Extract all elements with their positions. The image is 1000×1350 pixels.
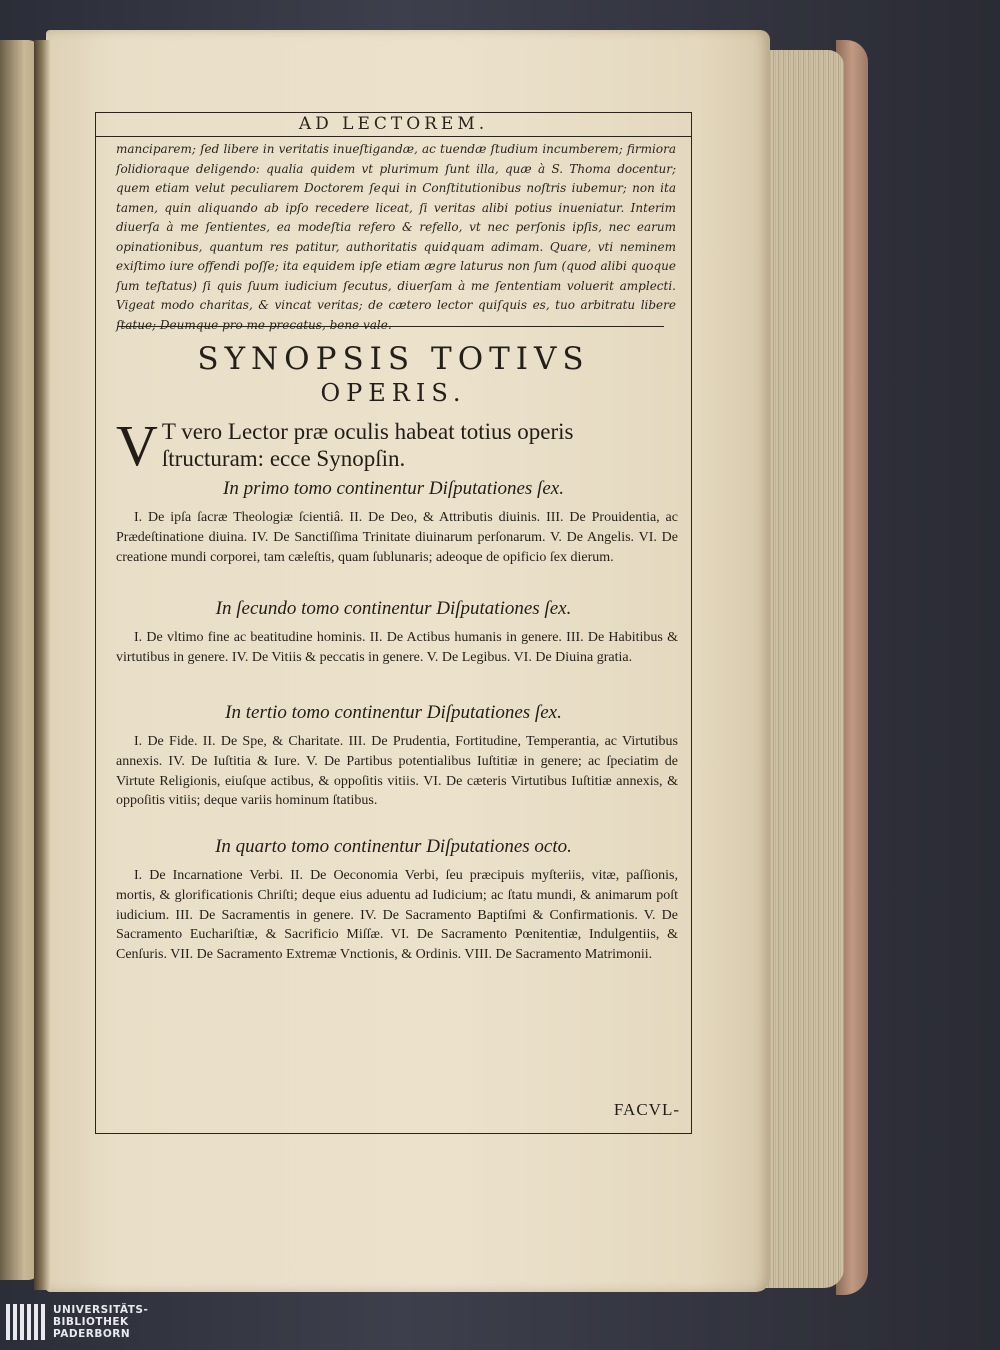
section-heading-3: In tertio tomo continentur Diſputationes ſex.: [225, 702, 562, 723]
title-line-2: OPERIS.: [320, 379, 467, 407]
running-head: AD LECTOREM.: [298, 114, 489, 134]
intro-paragraph: [116, 413, 680, 478]
section-body-4: I. De Incarnatione Verbi. II. De Oeconomia Verbi, ſeu præcipuis myſteriis, vitæ, paſſionis, mortis, & glorificationis Chriſti; deque eius aduentu ad Iudicium; ac ſtatu mundi, & animarum poſt iudicium. III. De Sacramentis in genere. IV. De Sacramento Baptiſmi & Confirmationis. V. De Sacramento Euchariſtiæ, & Sacrificio Miſſæ. VI. De Sacramento Pœnitentiæ, Indulgentiis, & Cenſuris. VII. De Sacramento Extremæ Vnctionis, & Ordinis. VIII. De Sacramento Matrimonii.: [116, 868, 678, 963]
drop-cap: V: [116, 413, 158, 478]
catchword: FACVL-: [613, 1100, 680, 1119]
section-heading-1: In primo tomo continentur Diſputationes ſex.: [223, 478, 564, 499]
logo-line-2: BIBLIOTHEK: [53, 1316, 129, 1328]
logo-line-1: UNIVERSITÄTS-: [53, 1304, 149, 1316]
book-gutter: [34, 40, 50, 1290]
section-heading-2: In ſecundo tomo continentur Diſputationes ſex.: [215, 598, 572, 619]
page-title: [95, 340, 692, 408]
title-line-1: SYNOPSIS TOTIVS: [197, 341, 590, 377]
page-fore-edge: [764, 50, 844, 1288]
section-body-3: I. De Fide. II. De Spe, & Charitate. III. De Prudentia, Fortitudine, Temperantia, ac Virtutibus annexis. IV. De Iuſtitia & Iure. V. De Partibus potentialibus Iuſtitiæ in genere; ac ſpeciatim de Virtute Religionis, eiuſque actibus, & oppoſitis vitiis. VI. De cæteris Virtutibus Iuſtitiæ annexis, & oppoſitis vitiis; deque variis hominum ſtatibus.: [116, 734, 678, 809]
library-logo: [6, 1302, 148, 1342]
logo-bars-icon: [6, 1304, 45, 1340]
logo-line-3: PADERBORN: [53, 1328, 131, 1340]
section-rule: [118, 326, 664, 327]
preface-text: manciparem; ſed libere in veritatis inueſtigandæ, ac tuendæ ſtudium incumberem; firmiora ſolidioraque deligendo: qualia quidem vt plurimum ſunt illa, quæ à S. Thoma docentur; quem etiam velut peculiarem Doctorem ſequi in Conſtitutionibus noſtris iubemur; non ita tamen, quin aliquando ab ipſo recedere liceat, ſi veritas alibi potius inueniatur. Interim diuerſa à me ſentientes, ea modeſtia refero & refello, vt nec perſonis ipſis, nec earum opinationibus, quantum res patitur, authoritatis quidquam adimam. Quare, vti neminem exiſtimo iure offendi poſſe; ita equidem ipſe etiam ægre laturus non ſum (quod alibi quoque ſum teſtatus) ſi quis ſuum iudicium ſecutus, diuerſam à me ſententiam voluerit amplecti. Vigeat modo charitas, & vincat veritas; de cætero lector quiſquis es, tuo arbitratu libere ſtatue; Deumque pro me precatus, bene vale.: [116, 142, 676, 332]
head-rule: [95, 136, 692, 137]
section-body-2: I. De vltimo fine ac beatitudine hominis. II. De Actibus humanis in genere. III. De Habitibus & virtutibus in genere. IV. De Vitiis & peccatis in genere. V. De Legibus. VI. De Diuina gratia.: [116, 630, 678, 665]
section-heading-4: In quarto tomo continentur Diſputationes octo.: [215, 836, 572, 857]
logo-text: [53, 1304, 148, 1340]
intro-text: T vero Lector præ oculis habeat totius operis ſtructuram: ecce Synopſin.: [161, 419, 574, 471]
section-body-1: I. De ipſa ſacræ Theologiæ ſcientiâ. II. De Deo, & Attributis diuinis. III. De Prouidentia, ac Prædeſtinatione diuina. IV. De Sanctiſſima Trinitate diuinarum perſonarum. V. De Angelis. VI. De creatione mundi corporei, tam cæleſtis, quam ſublunaris; adeoque de opificio ſex dierum.: [116, 510, 678, 565]
